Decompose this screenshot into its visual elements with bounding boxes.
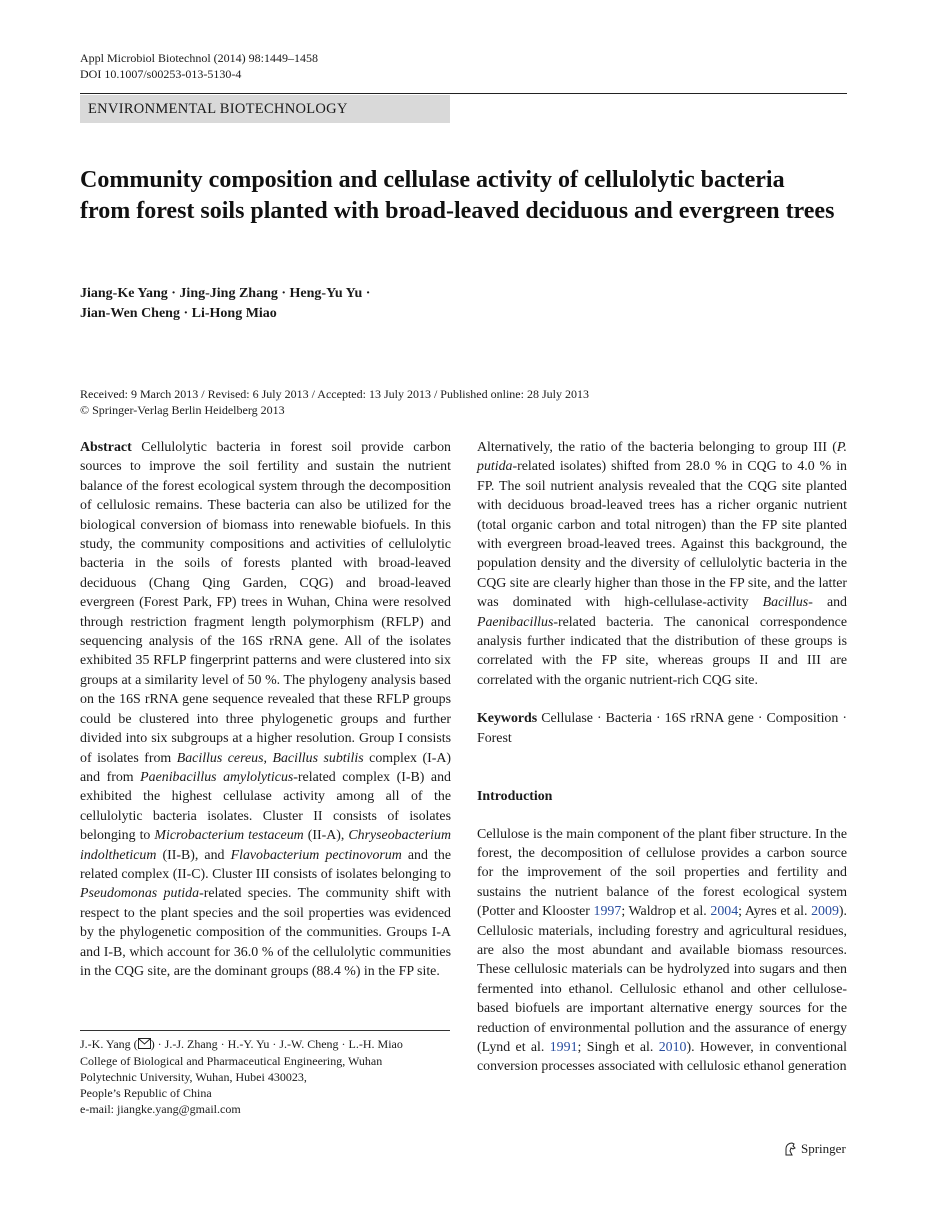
authors-line-1: Jiang-Ke Yang · Jing-Jing Zhang · Heng-Yu Yu · — [80, 286, 371, 301]
author-footnote — [80, 1036, 450, 1117]
species-name: Bacillus subtilis — [272, 750, 364, 766]
publisher-logo — [783, 1141, 846, 1157]
abstract-column — [80, 438, 451, 981]
publisher-name: Springer — [801, 1141, 846, 1156]
footnote-authors: J.-K. Yang ( ) · J.-J. Zhang · H.-Y. Yu · J.-W. Cheng · L.-H. Miao — [80, 1037, 403, 1051]
envelope-icon[interactable] — [138, 1037, 151, 1053]
species-name: Chryseobacterium indoltheticum — [80, 828, 451, 863]
header-rule — [80, 93, 847, 94]
introduction-heading: Introduction — [477, 789, 553, 805]
species-name: Bacillus cereus — [176, 750, 264, 766]
species-name: Flavobacterium pectinovorum — [230, 847, 402, 863]
springer-horse-icon — [783, 1142, 797, 1156]
keywords-label: Keywords — [477, 711, 538, 727]
abstract: Abstract Cellulolytic bacteria in forest soil provide carbon sources to improve the soil fertility and sustain the nutrient balance of the forest ecological system through the decomposition of cellulosic remains. These bacteria can also be utilized for the biological conversion of biomass into renewable biofuels. In this study, the community compositions and activities of cellulolytic bacteria in the soils of forests planted with broad-leaved deciduous (Chang Qing Garden, CQG) and broad-leaved evergreen (Forest Park, FP) trees in Wuhan, China were resolved through restriction fragment length polymorphism (RFLP) and sequencing analysis of the 16S rRNA gene. All of the isolates exhibited 35 RFLP fingerprint patterns and were clustered into six groups at a similarity level of 50 %. The phylogeny analysis based on the 16S rRNA gene sequence revealed that these RFLP groups could be clustered into three phylogenetic groups and further divided into six subgroups at a higher resolution. Group I consists of isolates from Bacillus cereus, Bacillus subtilis complex (I-A) and from Paenibacillus amylolyticus-related complex (I-B) and exhibited the highest cellulase activity among all of the cellulolytic bacteria isolates. Cluster II consists of isolates belonging to Microbacterium testaceum (II-A), Chryseobacterium indoltheticum (II-B), and Flavobacterium pectinovorum and the related complex (II-C). Cluster III consists of isolates belonging to Pseudomonas putida-related species. The community shift with respect to the plant species and the soil properties was evidenced by the phylogenetic composition of the communities. Groups I-A and I-B, which account for 36.0 % of the cellulolytic communities in the CQG site, are the dominant groups (88.4 %) in the FP site. — [80, 440, 452, 979]
species-name: Microbacterium testaceum — [154, 828, 304, 844]
copyright-line: © Springer-Verlag Berlin Heidelberg 2013 — [80, 403, 285, 417]
article-title: Community composition and cellulase activity of cellulolytic bacteria from forest soils planted with broad-leaved deciduous and evergreen trees — [80, 167, 835, 224]
species-name: Bacillus — [762, 595, 809, 611]
affiliation-line: People’s Republic of China — [80, 1086, 212, 1100]
abstract-continued: Alternatively, the ratio of the bacteria belonging to group III (P. putida-related isolates) shifted from 28.0 % in CQG to 4.0 % in FP. The soil nutrient analysis revealed that the CQG site planted with deciduous broad-leaved trees has a richer organic nutrient (total organic carbon and total nitrogen) than the FP site planted with evergreen broad-leaved trees. Against this background, the population density and the diversity of cellulolytic bacteria in the CQG site are clearly higher than those in the FP site, and the latter was dominated with high-cellulase-activity Bacillus- and Paenibacillus-related bacteria. The canonical correspondence analysis further indicated that the distribution of these groups is correlated with the FP site, whereas groups II and III are correlated with the organic nutrient-rich CQG site. — [477, 440, 847, 688]
footnote-rule — [80, 1030, 450, 1031]
affiliation-line: Polytechnic University, Wuhan, Hubei 430023, — [80, 1070, 307, 1084]
citation-link[interactable]: 2010 — [658, 1039, 687, 1055]
citation-link[interactable]: 2004 — [710, 904, 739, 920]
journal-citation: Appl Microbiol Biotechnol (2014) 98:1449–1458 — [80, 51, 318, 65]
citation-link[interactable]: 1997 — [593, 904, 622, 920]
citation-link[interactable]: 1991 — [549, 1039, 578, 1055]
species-name: P. putida — [477, 440, 847, 475]
doi: DOI 10.1007/s00253-013-5130-4 — [80, 67, 242, 81]
introduction-paragraph: Cellulose is the main component of the plant fiber structure. In the forest, the decomposition of cellulose provides a carbon source for the improvement of the soil properties and fertility and sustains the nutrient balance of the forest ecological system (Potter and Klooster 1997; Waldrop et al. 2004; Ayres et al. 2009). Cellulosic materials, including forestry and agricultural residues, are also the most abundant and available biomass resources. These cellulosic materials can be hydrolyzed into sugars and then fermented into ethanol. Cellulosic ethanol and other cellulose-based biofuels are important alternative energy sources for the reduction of environmental pollution and the assurance of energy (Lynd et al. 1991; Singh et al. 2010). However, in conventional conversion processes associated with cellulosic ethanol generation — [477, 826, 847, 1075]
species-name: Paenibacillus — [477, 614, 554, 630]
email-link[interactable]: e-mail: jiangke.yang@gmail.com — [80, 1102, 241, 1116]
abstract-label: Abstract — [80, 440, 132, 455]
species-name: Pseudomonas putida — [80, 886, 200, 902]
publication-history — [80, 386, 847, 418]
species-name: Paenibacillus amylolyticus — [140, 769, 294, 785]
keywords — [477, 709, 847, 748]
affiliation-line: College of Biological and Pharmaceutical Engineering, Wuhan — [80, 1054, 383, 1068]
section-label: ENVIRONMENTAL BIOTECHNOLOGY — [80, 95, 450, 123]
dates-line: Received: 9 March 2013 / Revised: 6 July 2013 / Accepted: 13 July 2013 / Published online: 28 July 2013 — [80, 387, 589, 401]
authors-line-2: Jian-Wen Cheng · Li-Hong Miao — [80, 306, 277, 321]
author-list — [80, 284, 580, 324]
right-column — [477, 438, 847, 1077]
keywords-text: Cellulase · Bacteria · 16S rRNA gene · Composition · Forest — [477, 711, 847, 746]
journal-header — [80, 50, 318, 82]
citation-link[interactable]: 2009 — [811, 904, 839, 920]
